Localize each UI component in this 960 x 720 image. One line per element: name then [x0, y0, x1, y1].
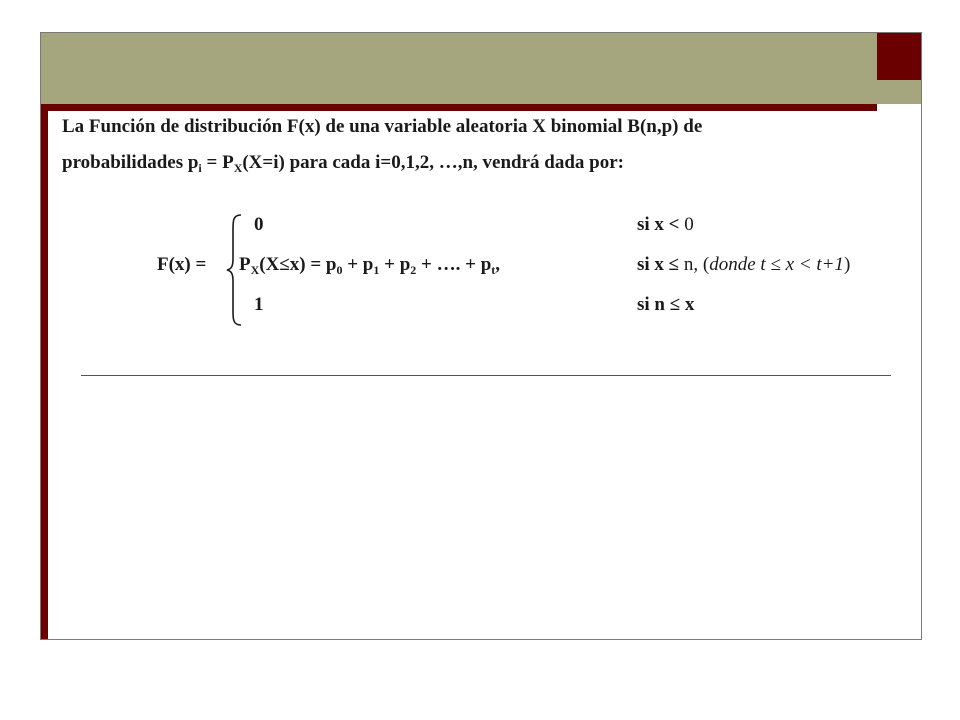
case-2-a: P — [239, 254, 251, 275]
case-2-condition — [637, 255, 850, 274]
slide — [40, 32, 922, 640]
case-2-sub-2: 2 — [410, 263, 417, 277]
case-2-cond-c: donde t ≤ x < t+1 — [709, 254, 844, 275]
intro-line-1 — [62, 117, 702, 136]
horizontal-rule — [81, 375, 891, 376]
corner-square-maroon — [877, 33, 922, 80]
intro-line-1-text: La Función de distribución F(x) de una variable aleatoria X binomial B(n,p) de — [62, 116, 703, 137]
case-1-cond-a: si x < — [637, 214, 685, 235]
case-1-value-text: 0 — [254, 214, 264, 235]
left-stripe — [41, 104, 48, 640]
case-3-value — [254, 295, 264, 314]
case-3-condition — [637, 295, 694, 314]
case-3-cond-text: si n ≤ x — [637, 294, 695, 315]
intro-line-2-b: = P — [201, 152, 234, 173]
case-2-b: (X≤x) = p — [259, 254, 337, 275]
header-band-olive — [41, 33, 877, 104]
intro-line-2 — [62, 152, 624, 175]
header-band-maroon — [41, 104, 877, 111]
corner-square-olive — [877, 80, 922, 104]
case-2-sub-t: t — [491, 263, 496, 277]
case-1-condition — [637, 215, 694, 234]
intro-sub-x: X — [233, 161, 243, 175]
case-2-sub-0: 0 — [336, 263, 343, 277]
case-2-sub-1: 1 — [373, 263, 380, 277]
case-2-f: , — [495, 254, 501, 275]
case-2-e: + …. + p — [416, 254, 492, 275]
case-2-c: + p — [342, 254, 374, 275]
case-2-cond-b: n, ( — [683, 254, 710, 275]
case-2-value — [239, 254, 501, 277]
case-2-cond-d: ) — [843, 254, 851, 275]
formula-lhs-text: F(x) = — [157, 254, 207, 275]
case-1-cond-b: 0 — [684, 214, 694, 235]
case-2-sub-x: X — [250, 263, 260, 277]
case-1-value — [254, 215, 264, 234]
formula-lhs — [157, 255, 206, 274]
case-2-d: + p — [379, 254, 411, 275]
intro-sub-i: i — [198, 161, 202, 175]
case-2-cond-a: si x ≤ — [637, 254, 684, 275]
intro-line-2-a: probabilidades p — [62, 152, 199, 173]
intro-line-2-c: (X=i) para cada i=0,1,2, …,n, vendrá dada por: — [242, 152, 624, 173]
case-3-value-text: 1 — [254, 294, 264, 315]
